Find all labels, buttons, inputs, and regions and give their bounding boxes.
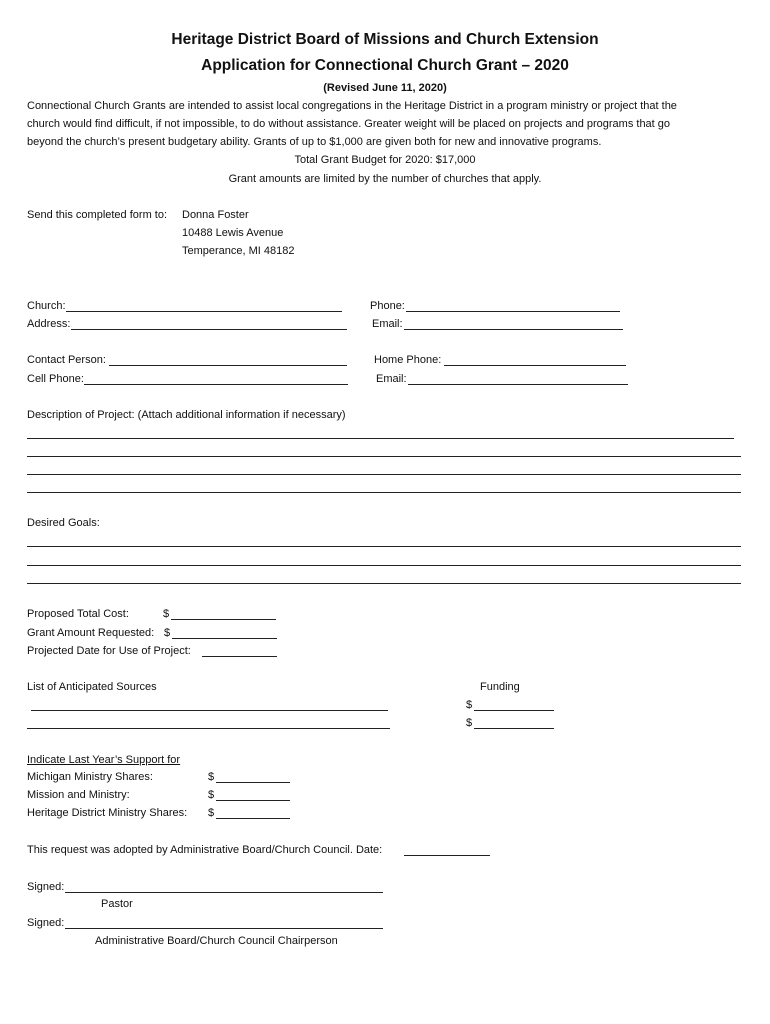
grant-limit-note: Grant amounts are limited by the number of churches that apply. [228, 173, 542, 185]
home-phone-label: Home Phone: [374, 354, 442, 366]
pastor-signature-field[interactable] [65, 892, 383, 893]
funding-field[interactable] [474, 728, 554, 729]
michigan-label: Michigan Ministry Shares: [27, 771, 153, 783]
intro-paragraph [27, 97, 747, 151]
phone-label: Phone: [370, 300, 405, 312]
intro-line: church would find difficult, if not impossible, to do without assistance. Greater weight will be placed on projects and programs that go [27, 118, 671, 130]
chair-signature-field[interactable] [65, 928, 383, 929]
description-line[interactable] [27, 492, 741, 493]
address-field[interactable] [71, 329, 347, 330]
currency-sign: $ [208, 789, 215, 801]
total-cost-label: Proposed Total Cost: [27, 608, 129, 620]
adoption-date-field[interactable] [404, 855, 490, 856]
sources-label: List of Anticipated Sources [27, 681, 157, 693]
source-line[interactable] [31, 710, 388, 711]
description-line[interactable] [27, 438, 734, 439]
church-field[interactable] [66, 311, 342, 312]
chair-caption: Administrative Board/Church Council Chairperson [95, 935, 338, 947]
heritage-label: Heritage District Ministry Shares: [27, 807, 188, 819]
address-label: Address: [27, 318, 71, 330]
currency-sign: $ [208, 807, 215, 819]
form-title: Heritage District Board of Missions and Church Extension [171, 31, 599, 48]
home-phone-field[interactable] [444, 365, 626, 366]
church-label: Church: [27, 300, 66, 312]
currency-sign: $ [163, 608, 170, 620]
grant-requested-field[interactable] [172, 638, 277, 639]
send-to-label: Send this completed form to: [27, 209, 168, 221]
intro-line: Connectional Church Grants are intended to assist local congregations in the Heritage District in a program ministry or project that the [27, 100, 677, 112]
email-label: Email: [372, 318, 403, 330]
contact-person-label: Contact Person: [27, 354, 106, 366]
michigan-field[interactable] [216, 782, 290, 783]
source-line[interactable] [27, 728, 390, 729]
heritage-field[interactable] [216, 818, 290, 819]
description-line[interactable] [27, 456, 741, 457]
currency-sign: $ [466, 699, 473, 711]
email-field[interactable] [404, 329, 623, 330]
intro-line: beyond the church’s present budgetary ability. Grants of up to $1,000 are given both for new and innovative programs. [27, 136, 602, 148]
currency-sign: $ [164, 627, 171, 639]
goals-line[interactable] [27, 583, 741, 584]
cell-phone-label: Cell Phone: [27, 373, 84, 385]
recipient-name: Donna Foster [182, 209, 249, 221]
grant-requested-label: Grant Amount Requested: [27, 627, 155, 639]
pastor-caption: Pastor [101, 898, 133, 910]
currency-sign: $ [208, 771, 215, 783]
cell-phone-field[interactable] [84, 384, 348, 385]
revised-date: (Revised June 11, 2020) [323, 82, 447, 94]
total-cost-field[interactable] [171, 619, 276, 620]
mission-field[interactable] [216, 800, 290, 801]
adoption-text: This request was adopted by Administrative Board/Church Council. Date: [27, 844, 383, 856]
projected-date-field[interactable] [202, 656, 277, 657]
recipient-street: 10488 Lewis Avenue [182, 227, 284, 239]
description-label: Description of Project: (Attach additional information if necessary) [27, 409, 346, 421]
mission-label: Mission and Ministry: [27, 789, 130, 801]
recipient-city: Temperance, MI 48182 [182, 245, 295, 257]
email2-label: Email: [376, 373, 407, 385]
support-label: Indicate Last Year’s Support for [27, 754, 181, 766]
goals-line[interactable] [27, 546, 741, 547]
currency-sign: $ [466, 717, 473, 729]
signed-label: Signed: [27, 917, 65, 929]
projected-date-label: Projected Date for Use of Project: [27, 645, 191, 657]
funding-label: Funding [480, 681, 520, 693]
grant-budget: Total Grant Budget for 2020: $17,000 [294, 154, 476, 166]
goals-line[interactable] [27, 565, 741, 566]
phone-field[interactable] [406, 311, 620, 312]
form-subtitle: Application for Connectional Church Grant – 2020 [201, 57, 569, 74]
email2-field[interactable] [408, 384, 628, 385]
description-line[interactable] [27, 474, 741, 475]
contact-person-field[interactable] [109, 365, 347, 366]
signed-label: Signed: [27, 881, 65, 893]
goals-label: Desired Goals: [27, 517, 100, 529]
funding-field[interactable] [474, 710, 554, 711]
